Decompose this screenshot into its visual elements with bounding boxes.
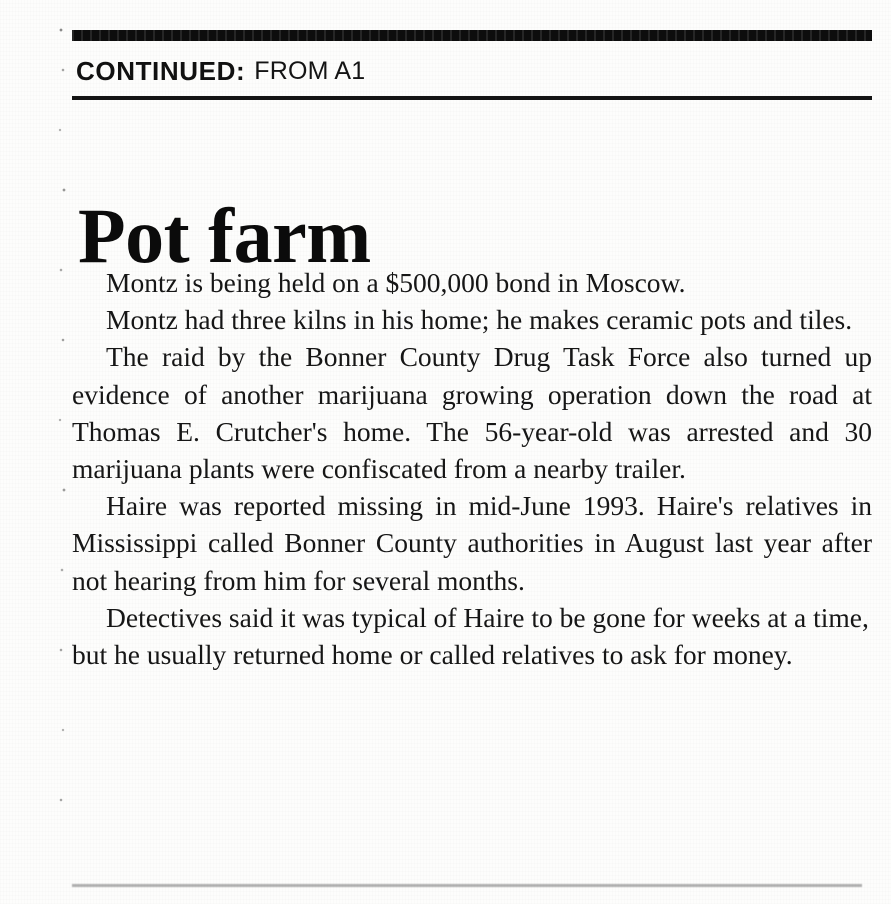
article-body [72, 264, 872, 673]
continued-header [76, 49, 866, 93]
headline: Pot farm [78, 192, 371, 280]
bottom-rule-remnant [72, 884, 862, 887]
header-rule-thick [72, 30, 872, 41]
article-paragraph: Montz had three kilns in his home; he makes ceramic pots and tiles. [106, 304, 853, 336]
article-paragraph: Haire was reported missing in mid-June 1993. Haire's relatives in Mississippi called Bonner County authorities in August last year after not hearing from him for several months. [72, 490, 872, 596]
article-paragraph: Montz is being held on a $500,000 bond in Moscow. [106, 267, 686, 298]
header-rule-thin [72, 96, 872, 100]
scan-gutter-speckle [58, 10, 68, 880]
continued-source: FROM A1 [254, 56, 366, 85]
article-column [72, 0, 872, 904]
article-paragraph: The raid by the Bonner County Drug Task Force also turned up evidence of another marijuana growing operation down the road at Thomas E. Crutcher's home. The 56-year-old was arrested and 30 marijuana plants were confiscated from a nearby trailer. [72, 341, 872, 485]
continued-label: CONTINUED: [76, 55, 246, 86]
article-paragraph: Detectives said it was typical of Haire to be gone for weeks at a time, but he usually returned home or called relatives to ask for money. [72, 601, 869, 671]
